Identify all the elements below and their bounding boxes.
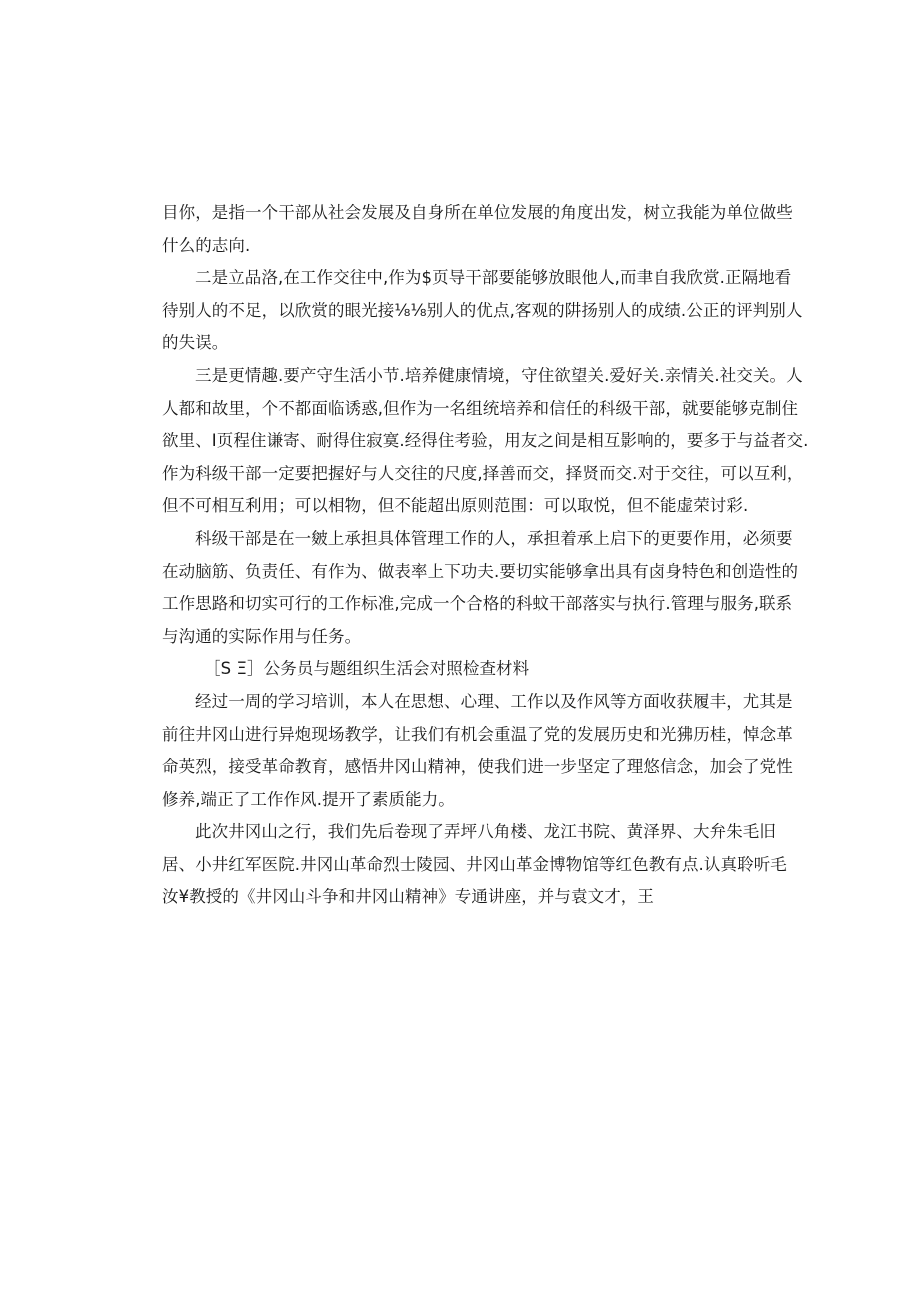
text-line: 在动脑筋、负责任、有作为、做表率上下功夫.要切实能够拿出具有卤身特色和创造性的 bbox=[162, 561, 799, 581]
text-line: 命英烈，接受革命教育，感悟井冈山精神，使我们进一步坚定了理悠信念，加会了党性 bbox=[162, 757, 793, 777]
paragraph-start-line: 二是立品洛,在工作交往中,作为$页导干部要能够放眼他人,而聿自我欣赏.正隔地看 bbox=[195, 268, 792, 288]
text-line: 待别人的不足，以欣赏的眼光接⅛⅛别人的优点,客观的阱扬别人的成绩.公正的评判别人 bbox=[162, 300, 803, 320]
text-line: 但不可相互利用；可以相物，但不能超出原则范围：可以取悦，但不能虚荣讨彩. bbox=[162, 496, 749, 516]
text-line: 目你，是指一个干部从社会发展及自身所在单位发展的角度出发，树立我能为单位做些 bbox=[162, 203, 793, 222]
text-line: 欲里、I页程住谦寄、耐得住寂寞.经得住考验，用友之间是相互影响的，要多于与益者交. bbox=[162, 431, 809, 451]
text-line: 工作思路和切实可行的工作标准,完成一个合格的科蚊干部落实与执行.管理与服务,联系 bbox=[162, 594, 793, 614]
text-line: 居、小井红军医院.井冈山革命烈士陵园、井冈山革金博物馆等红色教有点.认真聆听毛 bbox=[162, 854, 787, 874]
text-line: 前往井冈山进行异炮现场教学，让我们有机会重温了党的发展历史和光狒历桂，悼念革 bbox=[162, 724, 793, 744]
paragraph-start-line: 科级干部是在一皴上承担具体管理工作的人，承担着承上启下的更要作用，必须要 bbox=[195, 528, 793, 548]
section-heading: ［S Ξ］公务员与题组织生活会对照检查材料 bbox=[204, 659, 530, 679]
text-line: 汝¥教授的《井冈山斗争和井冈山精神》专通讲座，并与袁文才，王 bbox=[162, 887, 654, 907]
paragraph-start-line: 经过一周的学习培训，本人在思想、心理、工作以及作风等方面收获履丰，尤其是 bbox=[195, 691, 793, 711]
document-body bbox=[162, 197, 809, 914]
text-line: 作为科级干部一定要把握好与人交往的尺度,择善而交，择贤而交.对于交往，可以互利， bbox=[162, 463, 804, 483]
text-line: 的失误。 bbox=[162, 333, 229, 353]
paragraph-start-line: 此次井冈山之行，我们先后卷现了弄坪八角楼、龙江书院、黄泽界、大弁朱毛旧 bbox=[195, 822, 776, 842]
text-line: 什么的志向. bbox=[162, 235, 251, 255]
text-line: 修养,端正了工作作风.提开了素质能力。 bbox=[162, 789, 455, 809]
text-line: 与沟通的实际作用与任务。 bbox=[162, 626, 362, 646]
paragraph-start-line: 三是更情趣.要产守生活小节.培养健康情境，守住欲望关.爱好关.亲情关.社交关。人 bbox=[195, 365, 803, 385]
text-line: 人都和故里，个不都面临诱惑,但作为一名组统培养和信任的科级干部，就要能够克制住 bbox=[162, 398, 799, 418]
